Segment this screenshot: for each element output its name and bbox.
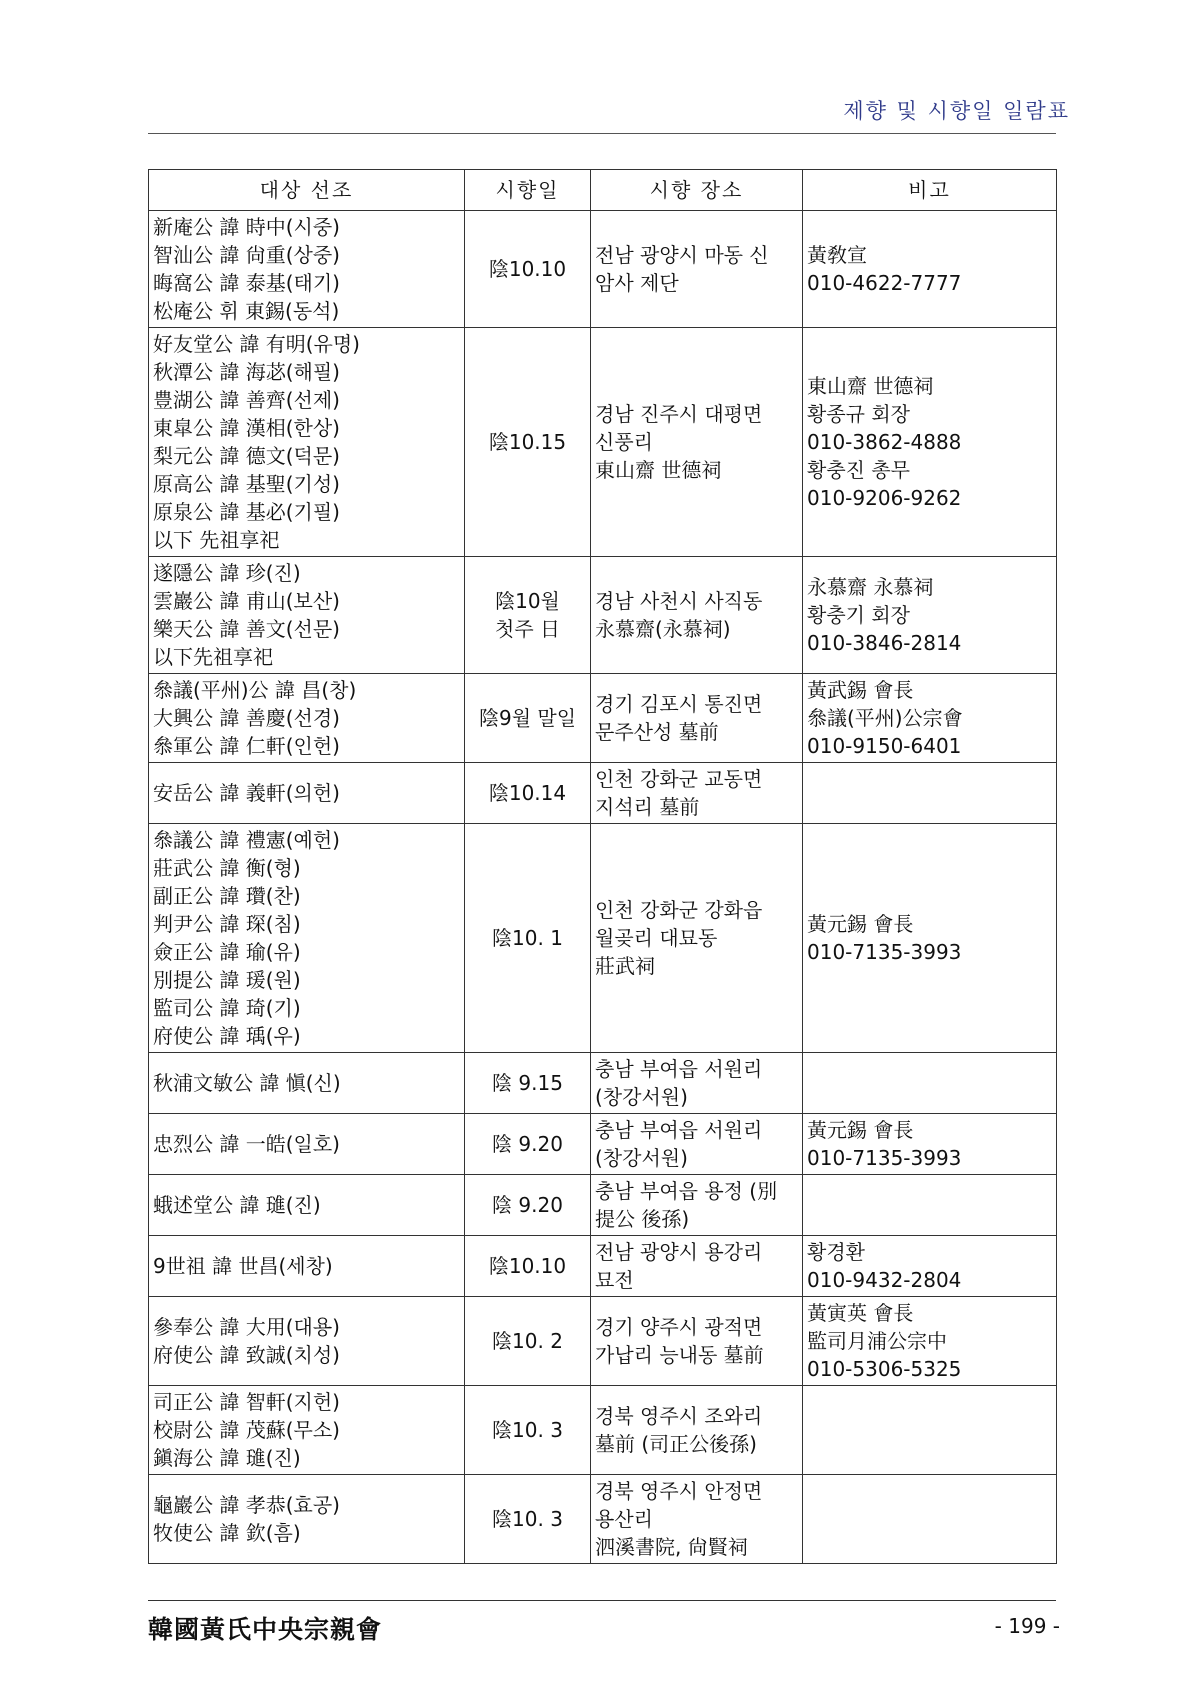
date-cell: 陰9월 말일	[465, 674, 591, 763]
place-cell: 경기 김포시 통진면 문주산성 墓前	[591, 674, 803, 763]
place-cell: 전남 광양시 마동 신 암사 제단	[591, 211, 803, 328]
column-header-date: 시향일	[465, 170, 591, 211]
place-cell: 충남 부여읍 서원리 (창강서원)	[591, 1114, 803, 1175]
ancestor-cell: 秋浦文敏公 諱 愼(신)	[149, 1053, 465, 1114]
date-cell: 陰10.14	[465, 763, 591, 824]
date-cell: 陰10.10	[465, 1236, 591, 1297]
table-row	[149, 1053, 1057, 1114]
note-cell: 黃敎宣 010-4622-7777	[803, 211, 1057, 328]
ancestor-cell: 忠烈公 諱 一皓(일호)	[149, 1114, 465, 1175]
column-header-note: 비고	[803, 170, 1057, 211]
note-cell: 黃元錫 會長 010-7135-3993	[803, 824, 1057, 1053]
table-row	[149, 674, 1057, 763]
ancestor-cell: 9世祖 諱 世昌(세창)	[149, 1236, 465, 1297]
date-cell: 陰 9.15	[465, 1053, 591, 1114]
ancestor-cell: 安岳公 諱 義軒(의헌)	[149, 763, 465, 824]
table-row	[149, 1236, 1057, 1297]
date-cell: 陰10.10	[465, 211, 591, 328]
place-cell: 경남 진주시 대평면 신풍리 東山齋 世德祠	[591, 328, 803, 557]
place-cell: 인천 강화군 강화읍 월곶리 대묘동 莊武祠	[591, 824, 803, 1053]
date-cell: 陰10.15	[465, 328, 591, 557]
ancestor-cell: 叅議(平州)公 諱 昌(창) 大興公 諱 善慶(선경) 叅軍公 諱 仁軒(인헌)	[149, 674, 465, 763]
note-cell	[803, 1053, 1057, 1114]
note-cell: 東山齋 世德祠 황종규 회장 010-3862-4888 황충진 총무 010-9206-9262	[803, 328, 1057, 557]
table-row	[149, 1175, 1057, 1236]
ancestor-cell: 遂隱公 諱 珍(진) 雲巖公 諱 甫山(보산) 樂天公 諱 善文(선문) 以下先祖享祀	[149, 557, 465, 674]
table-row	[149, 557, 1057, 674]
place-cell: 경북 영주시 조와리 墓前 (司正公後孫)	[591, 1386, 803, 1475]
table-row	[149, 824, 1057, 1053]
ancestor-cell: 叅議公 諱 禮憲(예헌) 莊武公 諱 衡(형) 副正公 諱 瓚(찬) 判尹公 諱 琛(침) 僉正公 諱 瑜(유) 別提公 諱 瑗(원) 監司公 諱 琦(기) 府使公 諱 瑀(우)	[149, 824, 465, 1053]
table-header-row	[149, 170, 1057, 211]
note-cell: 황경환 010-9432-2804	[803, 1236, 1057, 1297]
date-cell: 陰10. 3	[465, 1475, 591, 1564]
table-row	[149, 763, 1057, 824]
date-cell: 陰 9.20	[465, 1175, 591, 1236]
page-header-title: 제향 및 시향일 일람표	[843, 99, 1070, 123]
column-header-ancestor: 대상 선조	[149, 170, 465, 211]
page-number: - 199 -	[994, 1614, 1060, 1638]
note-cell	[803, 763, 1057, 824]
note-cell: 黃武錫 會長 叅議(平州)公宗會 010-9150-6401	[803, 674, 1057, 763]
place-cell: 경북 영주시 안정면 용산리 泗溪書院, 尙賢祠	[591, 1475, 803, 1564]
ancestor-cell: 蛾述堂公 諱 璡(진)	[149, 1175, 465, 1236]
date-cell: 陰10. 3	[465, 1386, 591, 1475]
table-row	[149, 1475, 1057, 1564]
ancestor-cell: 龜巖公 諱 孝恭(효공) 牧使公 諱 欽(흠)	[149, 1475, 465, 1564]
table-row	[149, 211, 1057, 328]
column-header-place: 시향 장소	[591, 170, 803, 211]
place-cell: 충남 부여읍 서원리 (창강서원)	[591, 1053, 803, 1114]
date-cell: 陰10. 1	[465, 824, 591, 1053]
ancestor-cell: 新庵公 諱 時中(시중) 智汕公 諱 尙重(상중) 晦窩公 諱 泰基(태기) 松庵公 휘 東錫(동석)	[149, 211, 465, 328]
note-cell	[803, 1386, 1057, 1475]
date-cell: 陰 9.20	[465, 1114, 591, 1175]
ancestor-cell: 司正公 諱 智軒(지헌) 校尉公 諱 茂蘇(무소) 鎭海公 諱 璡(진)	[149, 1386, 465, 1475]
table-row	[149, 328, 1057, 557]
footer-divider	[148, 1600, 1056, 1601]
note-cell: 黃元錫 會長 010-7135-3993	[803, 1114, 1057, 1175]
memorial-schedule-table	[148, 169, 1057, 1564]
footer-organization: 韓國黃氏中央宗親會	[148, 1615, 383, 1644]
place-cell: 경기 양주시 광적면 가납리 능내동 墓前	[591, 1297, 803, 1386]
ancestor-cell: 好友堂公 諱 有明(유명) 秋潭公 諱 海苾(해필) 豊湖公 諱 善齊(선제) 東皐公 諱 漢相(한상) 梨元公 諱 德文(덕문) 原高公 諱 基聖(기성) 原泉公 諱 基必(기필) 以下 先祖享祀	[149, 328, 465, 557]
table-row	[149, 1386, 1057, 1475]
ancestor-cell: 參奉公 諱 大用(대용) 府使公 諱 致誠(치성)	[149, 1297, 465, 1386]
table-row	[149, 1297, 1057, 1386]
note-cell	[803, 1475, 1057, 1564]
place-cell: 전남 광양시 용강리 묘전	[591, 1236, 803, 1297]
place-cell: 충남 부여읍 용정 (別 提公 後孫)	[591, 1175, 803, 1236]
date-cell: 陰10월 첫주 日	[465, 557, 591, 674]
place-cell: 인천 강화군 교동면 지석리 墓前	[591, 763, 803, 824]
table-row	[149, 1114, 1057, 1175]
date-cell: 陰10. 2	[465, 1297, 591, 1386]
note-cell: 黃寅英 會長 監司月浦公宗中 010-5306-5325	[803, 1297, 1057, 1386]
place-cell: 경남 사천시 사직동 永慕齋(永慕祠)	[591, 557, 803, 674]
header-divider	[148, 133, 1056, 134]
note-cell	[803, 1175, 1057, 1236]
note-cell: 永慕齋 永慕祠 황충기 회장 010-3846-2814	[803, 557, 1057, 674]
